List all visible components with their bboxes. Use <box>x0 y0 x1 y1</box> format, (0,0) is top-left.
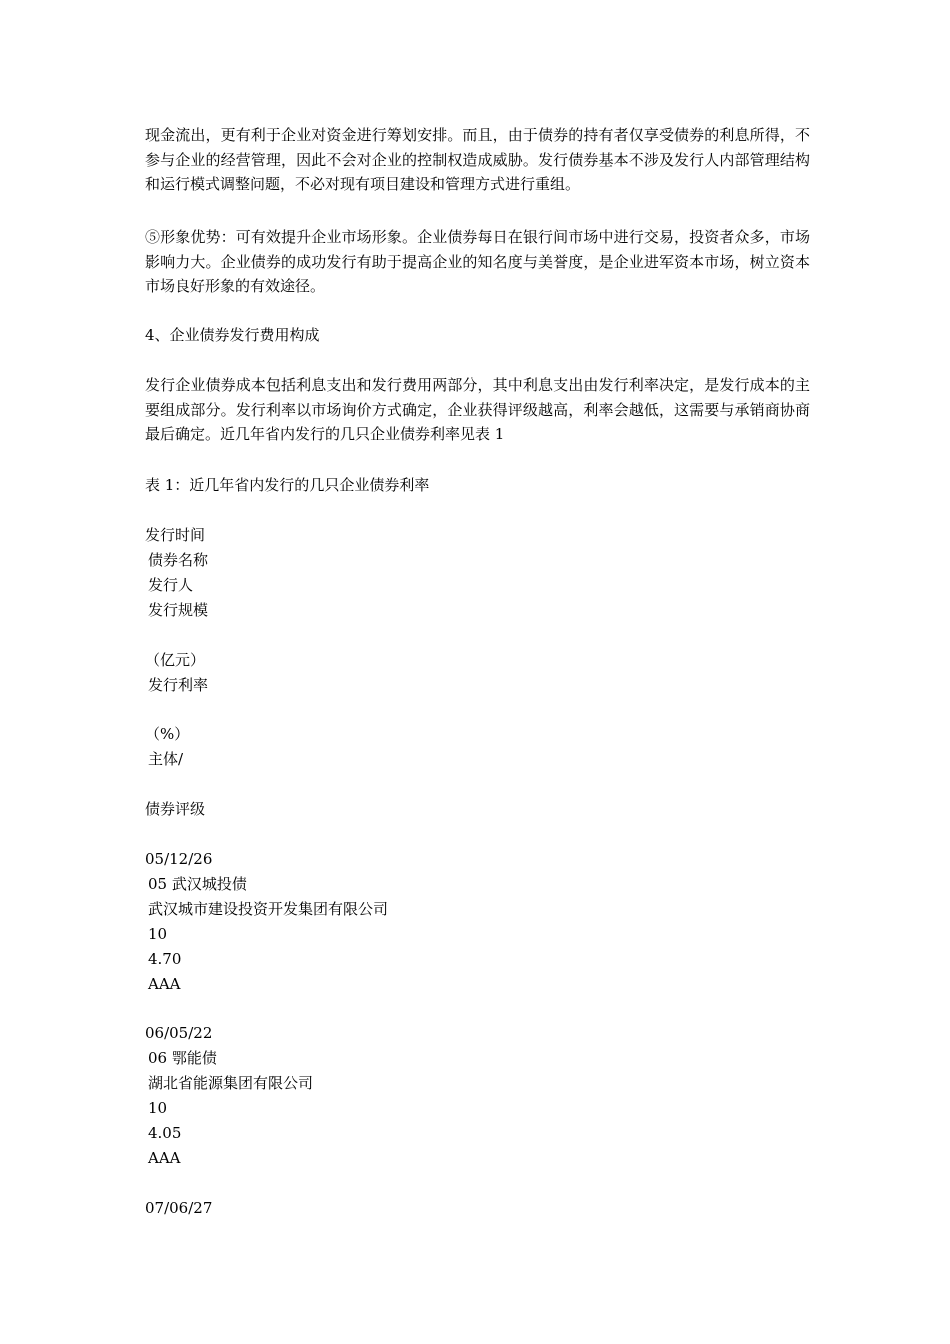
row-name: 06 鄂能债 <box>148 1049 217 1067</box>
row-rate: 4.05 <box>148 1124 182 1142</box>
header-issuer: 发行人 <box>148 576 194 594</box>
paragraph-issuance-cost: 发行企业债券成本包括利息支出和发行费用两部分，其中利息支出由发行利率决定，是发行成本的主要组成部分。发行利率以市场询价方式确定，企业获得评级越高，利率会越低，这需要与承销商协商最后确定。近几年省内发行的几只企业债券利率见表 1 <box>145 376 810 443</box>
header-rating-main: 主体/ <box>148 750 184 768</box>
table-caption: 表 1：近几年省内发行的几只企业债券利率 <box>145 476 430 494</box>
header-rate: 发行利率 <box>148 676 209 694</box>
row-scale: 10 <box>148 925 168 943</box>
paragraph-image-advantage: ⑤形象优势：可有效提升企业市场形象。企业债券每日在银行间市场中进行交易，投资者众多，市场影响力大。企业债券的成功发行有助于提高企业的知名度与美誉度，是企业进军资本市场，树立资本市场良好形象的有效途径。 <box>145 228 810 295</box>
row-date: 06/05/22 <box>145 1024 213 1042</box>
header-scale: 发行规模 <box>148 601 209 619</box>
row-scale: 10 <box>148 1099 168 1117</box>
header-rating-bond: 债券评级 <box>145 800 206 818</box>
row-issuer: 湖北省能源集团有限公司 <box>148 1074 314 1092</box>
row-rating: AAA <box>148 1149 181 1167</box>
row-rating: AAA <box>148 975 181 993</box>
header-name: 债券名称 <box>148 551 209 569</box>
row-rate: 4.70 <box>148 950 182 968</box>
header-rate-unit: （%） <box>145 725 190 743</box>
row-issuer: 武汉城市建设投资开发集团有限公司 <box>148 900 389 918</box>
header-scale-unit: （亿元） <box>145 651 206 669</box>
header-date: 发行时间 <box>145 526 206 544</box>
row-date: 07/06/27 <box>145 1199 213 1217</box>
row-name: 05 武汉城投债 <box>148 875 247 893</box>
section-heading: 4、企业债券发行费用构成 <box>145 326 320 344</box>
paragraph-financing-advantage: 现金流出，更有利于企业对资金进行筹划安排。而且，由于债券的持有者仅享受债券的利息所得，不参与企业的经营管理，因此不会对企业的控制权造成威胁。发行债券基本不涉及发行人内部管理结构和运行模式调整问题，不必对现有项目建设和管理方式进行重组。 <box>145 126 810 193</box>
row-date: 05/12/26 <box>145 850 213 868</box>
